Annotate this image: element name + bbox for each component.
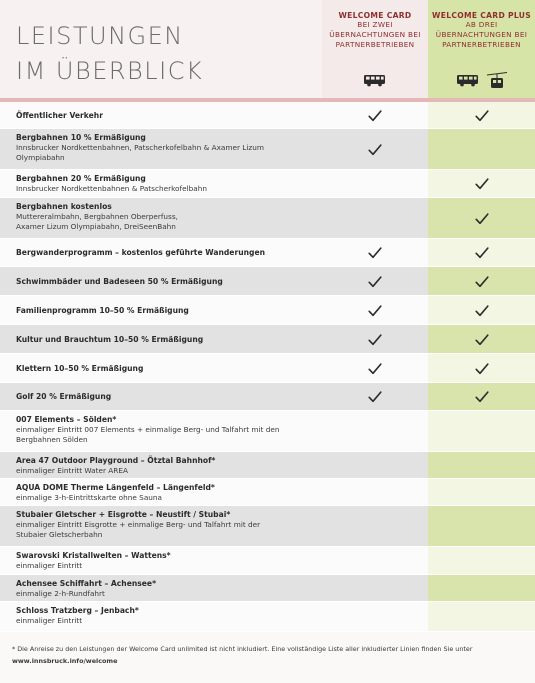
row-label xyxy=(0,267,322,296)
row-description: einmalige 2-h-Rundfahrt xyxy=(16,589,105,598)
table-row xyxy=(0,506,535,547)
row-label xyxy=(0,102,322,129)
checkmark-icon xyxy=(368,247,382,260)
welcome-card-plus-cell xyxy=(428,479,535,506)
welcome-card-plus-cell xyxy=(428,602,535,632)
welcome-card-plus-cell xyxy=(428,325,535,354)
welcome-card-plus-cell xyxy=(428,506,535,547)
row-description: Innsbrucker Nordkettenbahnen, Patscherkofelbahn & Axamer Lizum xyxy=(16,143,264,152)
table-row xyxy=(0,325,535,354)
checkmark-icon xyxy=(475,391,489,404)
comparison-header xyxy=(0,0,535,98)
row-description: einmaliger Eintritt xyxy=(16,561,83,570)
welcome-card-plus-cell xyxy=(428,547,535,575)
table-row xyxy=(0,102,535,129)
row-description: Axamer Lizum Olympiabahn, DreiSeenBahn xyxy=(16,222,176,232)
row-description: einmaliger Eintritt Eisgrotte + einmalige Berg- und Talfahrt mit der xyxy=(16,520,261,529)
table-row xyxy=(0,354,535,383)
table-row xyxy=(0,296,535,325)
table-row xyxy=(0,452,535,479)
checkmark-icon xyxy=(368,333,382,346)
header-title-cell xyxy=(0,0,322,98)
table-row xyxy=(0,547,535,575)
welcome-card-plus-cell xyxy=(428,170,535,198)
row-label xyxy=(0,170,322,198)
row-title: Kultur und Brauchtum 10–50 % Ermäßigung xyxy=(16,334,204,344)
welcome-card-cell xyxy=(322,547,428,575)
bus-icon xyxy=(363,74,387,87)
welcome-card-title: WELCOME CARD xyxy=(338,11,412,20)
footnote xyxy=(12,643,527,667)
welcome-card-cell xyxy=(322,354,428,383)
row-title: Schwimmbäder und Badeseen 50 % Ermäßigung xyxy=(16,276,223,286)
table-row xyxy=(0,170,535,198)
welcome-card-cell xyxy=(322,239,428,267)
row-label xyxy=(0,129,322,170)
checkmark-icon xyxy=(475,178,489,191)
welcome-card-plus-sub-2: ÜBERNACHTUNGEN BEI xyxy=(435,29,528,39)
welcome-card-cell xyxy=(322,267,428,296)
row-description: einmalige 3-h-Eintrittskarte ohne Sauna xyxy=(16,493,163,502)
bus-icon xyxy=(456,74,480,87)
welcome-card-cell xyxy=(322,506,428,547)
checkmark-icon xyxy=(368,362,382,375)
row-title: Golf 20 % Ermäßigung xyxy=(16,392,112,401)
row-title: Swarovski Kristallwelten – Wattens* xyxy=(16,551,171,560)
title-line-1: LEISTUNGEN xyxy=(16,22,184,50)
welcome-card-plus-cell xyxy=(428,411,535,452)
row-label xyxy=(0,547,322,575)
row-divider xyxy=(0,631,535,632)
row-description: Stubaier Gletscherbahn xyxy=(16,530,103,540)
table-row xyxy=(0,267,535,296)
welcome-card-column-header xyxy=(322,0,428,98)
row-label xyxy=(0,506,322,547)
welcome-card-plus-title: WELCOME CARD PLUS xyxy=(432,11,531,20)
cable-car-icon xyxy=(487,72,507,90)
checkmark-icon xyxy=(475,304,489,317)
welcome-card-plus-cell xyxy=(428,198,535,239)
table-row xyxy=(0,198,535,239)
row-label xyxy=(0,575,322,602)
row-title: Bergbahnen 10 % Ermäßigung xyxy=(16,133,146,142)
footnote-text: * Die Anreise zu den Leistungen der Welcome Card unlimited ist nicht inkludiert. Eine vollständige Liste aller inkludierter Linien finden Sie unter xyxy=(12,645,473,653)
table-row xyxy=(0,479,535,506)
row-title: Achensee Schiffahrt – Achensee* xyxy=(16,579,157,588)
row-title: Area 47 Outdoor Playground – Ötztal Bahnhof* xyxy=(16,456,216,465)
welcome-card-plus-cell xyxy=(428,383,535,411)
welcome-card-cell xyxy=(322,129,428,170)
welcome-card-plus-cell xyxy=(428,129,535,170)
row-description: Innsbrucker Nordkettenbahnen & Patscherkofelbahn xyxy=(16,184,207,193)
row-label xyxy=(0,411,322,452)
welcome-card-sub-2: ÜBERNACHTUNGEN BEI xyxy=(329,29,421,39)
checkmark-icon xyxy=(368,391,382,404)
welcome-card-cell xyxy=(322,296,428,325)
row-label xyxy=(0,296,322,325)
row-title: Klettern 10–50 % Ermäßigung xyxy=(16,363,144,373)
row-title: AQUA DOME Therme Längenfeld – Längenfeld* xyxy=(16,483,215,492)
table-row xyxy=(0,383,535,411)
row-description: Olympiabahn xyxy=(16,153,65,163)
title-line-2: IM ÜBERBLICK xyxy=(16,57,204,85)
row-title: Öffentlicher Verkehr xyxy=(16,110,103,120)
benefits-table xyxy=(0,102,535,632)
checkmark-icon xyxy=(475,212,489,225)
row-label xyxy=(0,198,322,239)
row-title: 007 Elements – Sölden* xyxy=(16,415,117,424)
welcome-card-cell xyxy=(322,602,428,632)
welcome-card-plus-sub-3: PARTNERBETRIEBEN xyxy=(442,39,521,49)
table-row xyxy=(0,129,535,170)
welcome-card-plus-cell xyxy=(428,296,535,325)
row-title: Familienprogramm 10–50 % Ermäßigung xyxy=(16,305,189,315)
row-label xyxy=(0,354,322,383)
welcome-card-sub-1: BEI ZWEI xyxy=(357,20,393,29)
row-title: Bergbahnen kostenlos xyxy=(16,202,112,211)
welcome-card-plus-sub-1: AB DREI xyxy=(465,20,498,29)
welcome-card-plus-cell xyxy=(428,102,535,129)
checkmark-icon xyxy=(475,333,489,346)
row-description: einmaliger Eintritt 007 Elements + einmalige Berg- und Talfahrt mit den xyxy=(16,425,280,434)
table-row xyxy=(0,575,535,602)
row-label xyxy=(0,479,322,506)
welcome-card-cell xyxy=(322,383,428,411)
welcome-card-plus-cell xyxy=(428,452,535,479)
welcome-card-plus-cell xyxy=(428,575,535,602)
welcome-card-cell xyxy=(322,198,428,239)
checkmark-icon xyxy=(368,109,382,122)
checkmark-icon xyxy=(475,109,489,122)
welcome-card-cell xyxy=(322,452,428,479)
row-label xyxy=(0,383,322,411)
welcome-card-plus-cell xyxy=(428,239,535,267)
checkmark-icon xyxy=(475,275,489,288)
row-label xyxy=(0,602,322,632)
row-title: Schloss Tratzberg – Jenbach* xyxy=(16,606,139,615)
page-title xyxy=(16,19,203,89)
welcome-card-plus-cell xyxy=(428,267,535,296)
row-label xyxy=(0,239,322,267)
welcome-card-cell xyxy=(322,325,428,354)
checkmark-icon xyxy=(475,362,489,375)
row-label xyxy=(0,452,322,479)
welcome-card-cell xyxy=(322,411,428,452)
row-description: einmaliger Eintritt Water AREA xyxy=(16,466,128,475)
welcome-card-cell xyxy=(322,479,428,506)
welcome-card-sub-3: PARTNERBETRIEBEN xyxy=(335,39,415,49)
table-row xyxy=(0,411,535,452)
welcome-card-cell xyxy=(322,575,428,602)
checkmark-icon xyxy=(368,304,382,317)
table-row xyxy=(0,602,535,632)
row-description: Bergbahnen Sölden xyxy=(16,435,88,445)
row-description: einmaliger Eintritt xyxy=(16,616,83,625)
footnote-link[interactable]: www.innsbruck.info/welcome xyxy=(12,657,118,665)
welcome-card-plus-cell xyxy=(428,354,535,383)
checkmark-icon xyxy=(368,143,382,156)
row-title: Bergbahnen 20 % Ermäßigung xyxy=(16,174,146,183)
checkmark-icon xyxy=(368,275,382,288)
welcome-card-cell xyxy=(322,102,428,129)
row-label xyxy=(0,325,322,354)
welcome-card-cell xyxy=(322,170,428,198)
welcome-card-plus-column-header xyxy=(428,0,535,98)
checkmark-icon xyxy=(475,247,489,260)
row-description: Muttereralmbahn, Bergbahnen Oberperfuss, xyxy=(16,212,178,221)
row-title: Stubaier Gletscher + Eisgrotte – Neustift / Stubai* xyxy=(16,510,231,519)
table-row xyxy=(0,239,535,267)
row-title: Bergwanderprogramm – kostenlos geführte Wanderungen xyxy=(16,248,266,257)
